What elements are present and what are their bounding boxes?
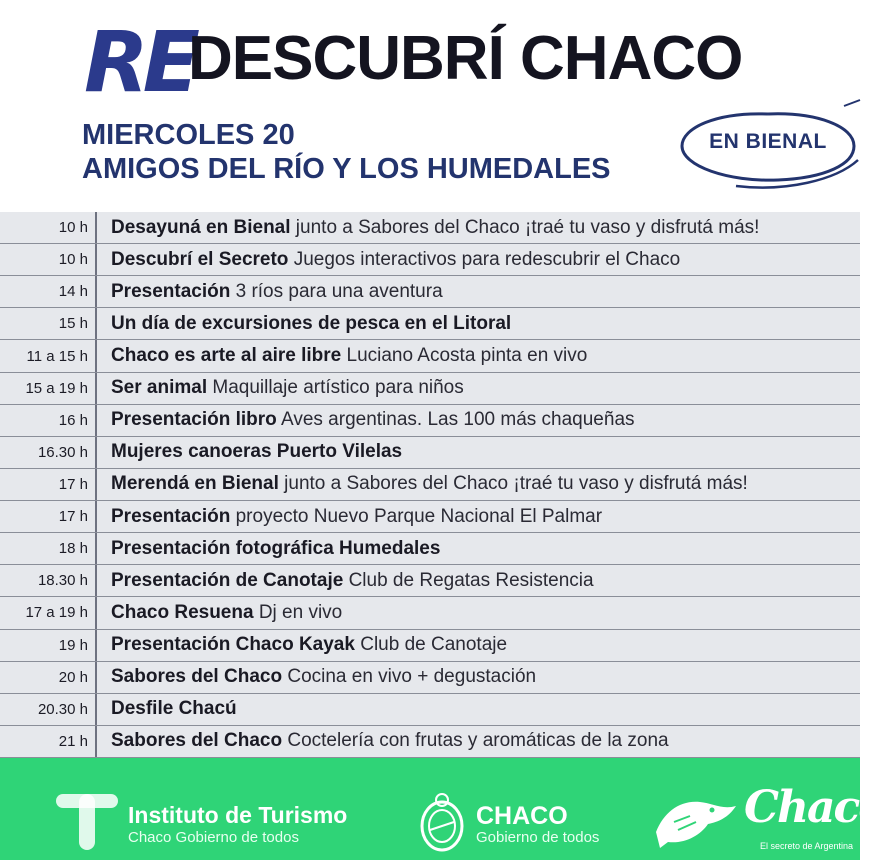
- bienal-label: EN BIENAL: [709, 130, 827, 153]
- event-time: 15 h: [58, 315, 88, 333]
- event-description: [111, 281, 443, 303]
- footer: [0, 758, 886, 860]
- event-description: [111, 377, 464, 399]
- bird-logo-icon: [650, 792, 742, 850]
- event-time: 14 h: [58, 283, 88, 301]
- table-row: [0, 212, 860, 244]
- event-description: [111, 409, 635, 431]
- event-title: Presentación libro: [111, 409, 277, 431]
- event-detail: Club de Regatas Resistencia: [343, 569, 594, 591]
- event-time: 18 h: [58, 540, 88, 558]
- event-time: 16 h: [58, 411, 88, 429]
- table-row: [0, 244, 860, 276]
- event-time: 15 a 19 h: [25, 379, 88, 397]
- table-row: [0, 533, 860, 565]
- event-description: [111, 441, 402, 463]
- event-time: 20 h: [58, 668, 88, 686]
- event-title: Presentación Chaco Kayak: [111, 634, 355, 656]
- event-theme: AMIGOS DEL RÍO Y LOS HUMEDALES: [82, 153, 611, 185]
- page-title: [80, 8, 840, 111]
- table-row: [0, 308, 860, 340]
- table-row: [0, 726, 860, 758]
- event-detail: proyecto Nuevo Parque Nacional El Palmar: [230, 505, 603, 527]
- government-name: CHACO: [476, 802, 568, 830]
- event-description: [111, 602, 342, 624]
- event-detail: junto a Sabores del Chaco ¡traé tu vaso y disfrutá más!: [278, 473, 748, 495]
- event-detail: Aves argentinas. Las 100 más chaqueñas: [276, 409, 635, 431]
- event-description: [111, 698, 237, 720]
- event-title: Presentación: [111, 280, 231, 302]
- event-time: 19 h: [58, 636, 88, 654]
- brand-logo: Chaco: [744, 782, 886, 833]
- event-description: [111, 313, 511, 335]
- event-time: 17 h: [58, 475, 88, 493]
- event-day: MIERCOLES 20: [82, 119, 295, 151]
- event-title: Presentación: [111, 505, 231, 527]
- event-time: 16.30 h: [37, 443, 88, 461]
- event-time: 18.30 h: [37, 572, 88, 590]
- table-row: [0, 597, 860, 629]
- event-time: 17 h: [58, 508, 88, 526]
- event-title: Merendá en Bienal: [111, 473, 279, 495]
- event-description: [111, 345, 587, 367]
- event-title: Descubrí el Secreto: [111, 248, 289, 270]
- event-title: Chaco Resuena: [111, 601, 254, 623]
- table-row: [0, 405, 860, 437]
- event-description: [111, 538, 440, 560]
- table-row: [0, 662, 860, 694]
- header: [0, 0, 860, 212]
- event-title: Un día de excursiones de pesca en el Litoral: [111, 312, 512, 334]
- government-subtitle: Gobierno de todos: [476, 829, 600, 846]
- event-time: 21 h: [58, 732, 88, 750]
- bienal-badge: [676, 100, 860, 196]
- event-time: 11 a 15 h: [26, 347, 88, 365]
- event-time: 10 h: [58, 219, 88, 237]
- event-title: Ser animal: [111, 377, 208, 399]
- event-description: [111, 634, 507, 656]
- table-row: [0, 694, 860, 726]
- event-detail: Dj en vivo: [253, 601, 343, 623]
- event-description: [111, 473, 748, 495]
- table-row: [0, 565, 860, 597]
- table-row: [0, 340, 860, 372]
- event-title: Presentación de Canotaje: [111, 569, 344, 591]
- brand-tagline: El secreto de Argentina: [760, 841, 854, 851]
- table-row: [0, 501, 860, 533]
- event-title: Sabores del Chaco: [111, 666, 283, 688]
- table-row: [0, 469, 860, 501]
- event-detail: Coctelería con frutas y aromáticas de la zona: [282, 730, 669, 752]
- schedule-table: [0, 212, 860, 758]
- event-title: Presentación fotográfica Humedales: [111, 537, 441, 559]
- table-row: [0, 276, 860, 308]
- institute-subtitle: Chaco Gobierno de todos: [128, 829, 299, 846]
- event-detail: Club de Canotaje: [354, 634, 508, 656]
- event-title: Chaco es arte al aire libre: [111, 345, 342, 367]
- event-title: Sabores del Chaco: [111, 730, 283, 752]
- title-prefix: RE: [84, 13, 195, 111]
- event-description: [111, 666, 536, 688]
- event-time: 10 h: [58, 251, 88, 269]
- event-detail: Luciano Acosta pinta en vivo: [341, 345, 588, 367]
- event-time: 17 a 19 h: [25, 604, 88, 622]
- event-title: Desfile Chacú: [111, 698, 237, 720]
- title-main: DESCUBRÍ CHACO: [188, 24, 743, 93]
- event-detail: 3 ríos para una aventura: [230, 280, 443, 302]
- event-description: [111, 217, 759, 239]
- event-description: [111, 506, 602, 528]
- event-description: [111, 570, 594, 592]
- letter-t-logo-icon: [56, 794, 118, 850]
- table-row: [0, 373, 860, 405]
- institute-name: Instituto de Turismo: [128, 802, 348, 828]
- event-detail: Cocina en vivo + degustación: [282, 666, 537, 688]
- event-detail: Maquillaje artístico para niños: [207, 377, 464, 399]
- event-title: Desayuná en Bienal: [111, 216, 291, 238]
- table-row: [0, 437, 860, 469]
- event-description: [111, 249, 680, 271]
- event-detail: Juegos interactivos para redescubrir el Chaco: [288, 248, 681, 270]
- event-title: Mujeres canoeras Puerto Vilelas: [111, 441, 403, 463]
- provincial-seal-icon: [418, 792, 466, 854]
- event-subtitle: [82, 118, 682, 186]
- table-row: [0, 630, 860, 662]
- event-detail: junto a Sabores del Chaco ¡traé tu vaso y disfrutá más!: [290, 216, 760, 238]
- event-description: [111, 730, 669, 752]
- event-time: 20.30 h: [37, 700, 88, 718]
